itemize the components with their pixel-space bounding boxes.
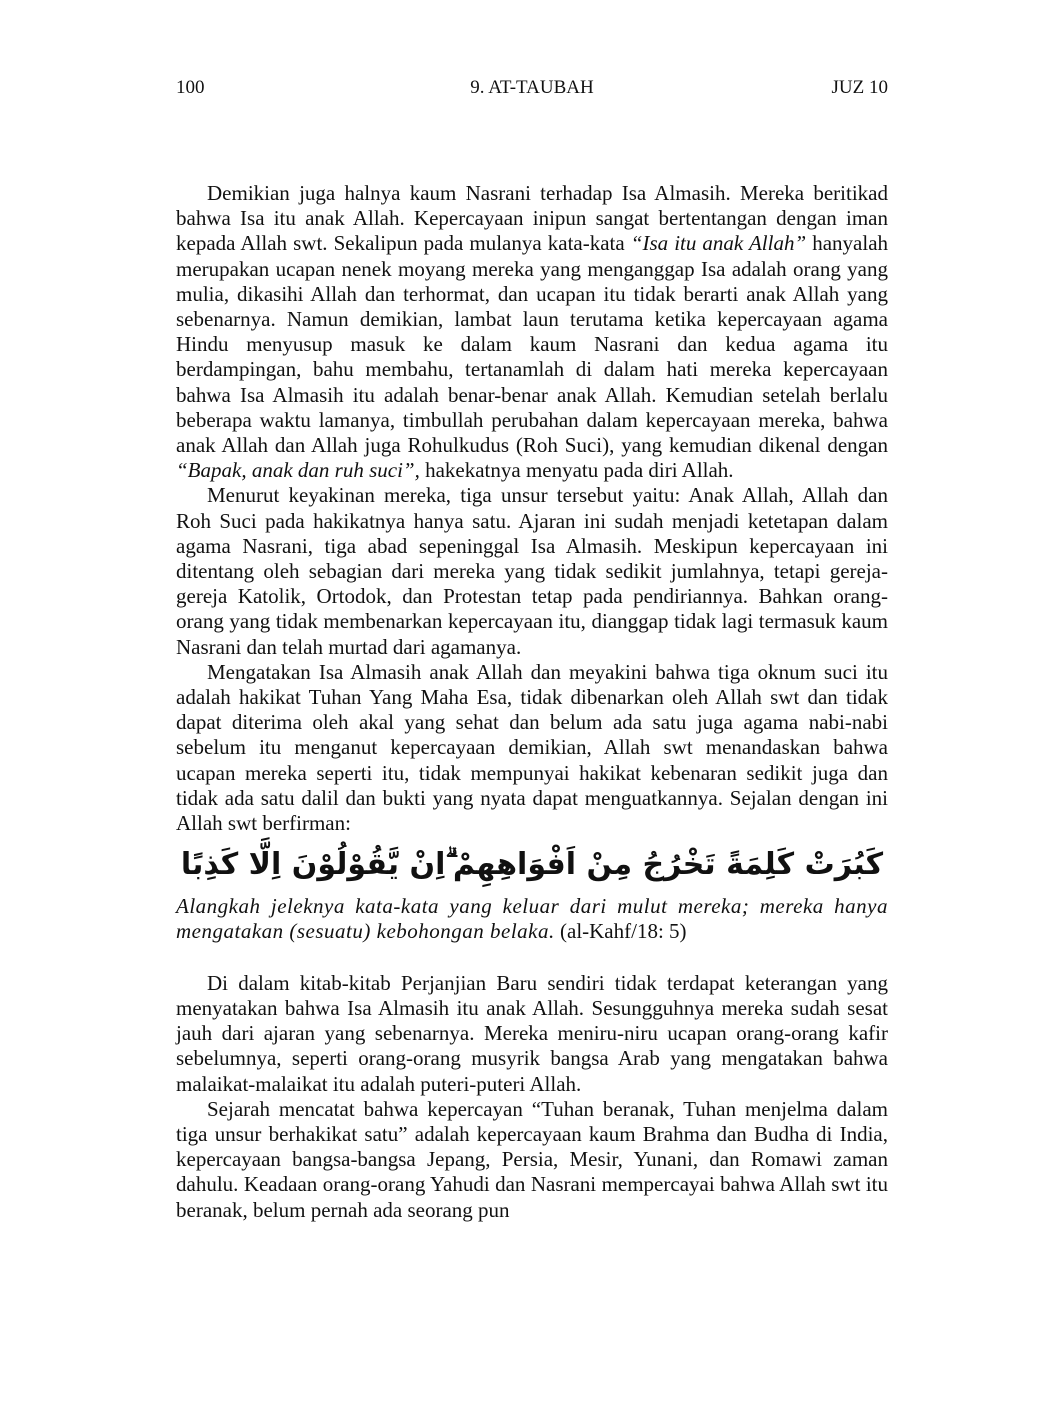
verse-translation: [176, 894, 888, 944]
paragraph-2: Menurut keyakinan mereka, tiga unsur tersebut yaitu: Anak Allah, Allah dan Roh Suci pada hakikatnya hanya satu. Ajaran ini sudah menjadi ketetapan dalam agama Nasrani, tiga abad sepeninggal Isa Almasih. Meskipun kepercayaan ini ditentang oleh sebagian dari mereka yang tidak sedikit jumlahnya, tetapi gereja-gereja Katolik, Ortodok, dan Protestan tetap pada pendiriannya. Bahkan orang-orang yang tidak membenarkan kepercayaan itu, dianggap tidak lagi termasuk kaum Nasrani dan telah murtad dari agamanya.: [176, 483, 888, 659]
paragraph-3: Mengatakan Isa Almasih anak Allah dan meyakini bahwa tiga oknum suci itu adalah hakikat Tuhan Yang Maha Esa, tidak dibenarkan oleh Allah swt dan tidak dapat diterima oleh akal yang sehat dan belum ada satu juga agama nabi-nabi sebelum itu menganut kepercayaan demikian, Allah swt menandaskan bahwa ucapan mereka seperti itu, tidak mempunyai hakikat kebenaran sedikit juga dan tidak ada satu dalil dan bukti yang nyata dapat menguatkannya. Sejalan dengan ini Allah swt berfirman:: [176, 659, 888, 836]
p1-quote-isa: “Isa itu anak Allah”: [630, 231, 807, 256]
quran-verse-arabic: كَبُرَتْ كَلِمَةً تَخْرُجُ مِنْ اَفْوَاهِهِمْ ۗاِنْ يَّقُوْلُوْنَ اِلَّا كَذِبًا: [180, 847, 884, 883]
p1-text-e: hakekatnya menyatu pada diri Allah.: [419, 458, 734, 483]
p1-quote-trinity: “Bapak, anak dan ruh suci”,: [176, 458, 420, 483]
verse-translation-text: Alangkah jeleknya kata-kata yang keluar dari mulut mereka; mereka hanya mengatakan (sesuatu) kebohongan belaka.: [176, 894, 888, 944]
juz-label: JUZ 10: [831, 77, 888, 98]
p1-text-a: Demikian juga halnya kaum Nasrani terhadap Isa Almasih. Mereka beritikad bahwa Isa itu anak Allah. Kepercayaan inipun sangat bertentangan dengan iman kepada Allah swt. Sekalipun pada mulanya kata-kata: [176, 181, 888, 256]
chapter-title: 9. AT-TAUBAH: [470, 77, 594, 98]
page-body: [176, 181, 888, 1223]
page-number: 100: [176, 77, 205, 98]
paragraph-1: [176, 181, 888, 483]
page-header: [176, 75, 888, 101]
paragraph-4: Di dalam kitab-kitab Perjanjian Baru sendiri tidak terdapat keterangan yang menyatakan bahwa Isa Almasih itu anak Allah. Sesungguhnya mereka sudah sesat jauh dari ajaran yang sebenarnya. Mereka meniru-niru ucapan orang-orang kafir sebelumnya, seperti orang-orang musyrik bangsa Arab yang mengatakan bahwa malaikat-malaikat itu adalah puteri-puteri Allah.: [176, 970, 888, 1096]
verse-reference: (al-Kahf/18: 5): [560, 919, 687, 944]
p1-text-c: hanyalah merupakan ucapan nenek moyang mereka yang menganggap Isa adalah orang yang mulia, dikasihi Allah dan terhormat, dan ucapan itu tidak berarti anak Allah yang sebenarnya. Namun demikian, lambat laun terutama ketika kepercayaan agama Hindu menyusup masuk ke dalam kaum Nasrani dan kedua agama itu berdampingan, bahu membahu, tertanamlah di dalam hati mereka kepercayaan bahwa Isa Almasih itu adalah benar-benar anak Allah. Kemudian setelah berlalu beberapa waktu lamanya, timbullah perubahan dalam kepercayaan mereka, bahwa anak Allah dan Allah juga Rohulkudus (Roh Suci), yang kemudian dikenal dengan: [176, 231, 889, 458]
paragraph-5: Sejarah mencatat bahwa kepercayan “Tuhan beranak, Tuhan menjelma dalam tiga unsur berhakikat satu” adalah kepercayaan kaum Brahma dan Budha di India, kepercayaan bangsa-bangsa Jepang, Persia, Mesir, Yunani, dan Romawi zaman dahulu. Keadaan orang-orang Yahudi dan Nasrani mempercayai bahwa Allah swt itu beranak, belum pernah ada seorang pun: [176, 1096, 888, 1222]
